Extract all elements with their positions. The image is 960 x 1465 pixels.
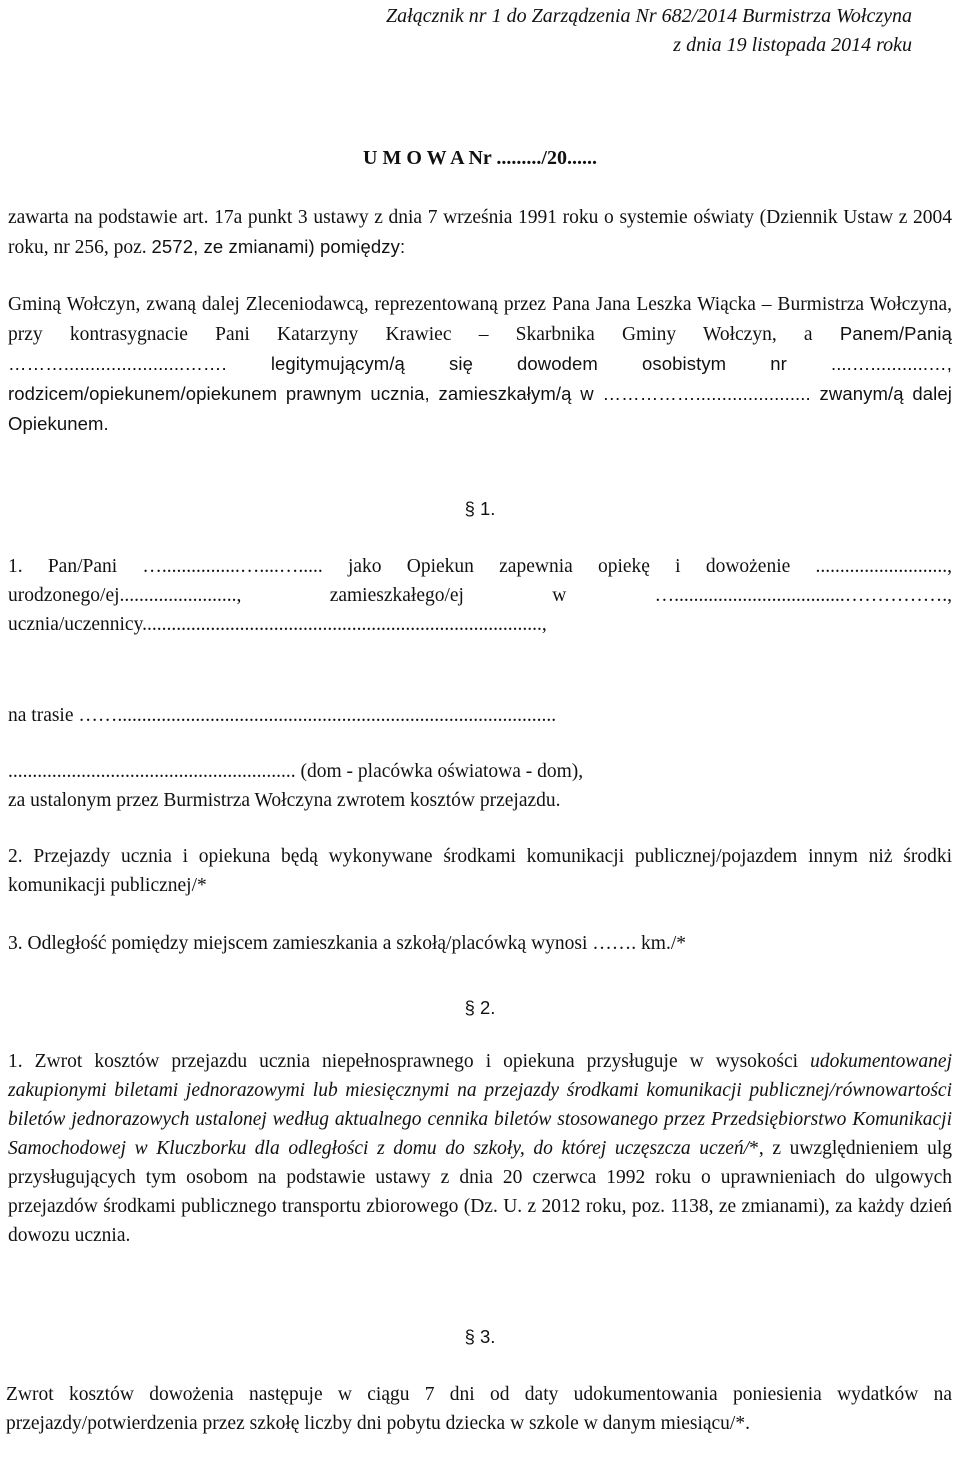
section-3-paragraph: Zwrot kosztów dowożenia następuje w ciągu 7 dni od daty udokumentowania poniesienia wydatków na przejazdy/potwierdzenia przez szkołę liczby dni pobytu dziecka w szkole w danym miesiącu/*. xyxy=(6,1384,952,1434)
section-2-marker: § 2. xyxy=(464,997,496,1018)
section-2-point-1 xyxy=(8,1047,952,1250)
intro-text-serif: zawarta na podstawie art. 17a punkt 3 ustawy z dnia 7 września 1991 roku o systemie oświaty (Dziennik Ustaw z 2004 roku, nr 256, poz. xyxy=(8,207,952,258)
section-2-text-b: *, z uwzględnieniem ulg przysługujących tym osobom na podstawie ustawy z dnia 20 czerwca 1992 roku o uprawnieniach do ulgowych przejazdów środkami publicznego transportu zbiorowego (Dz. U. z 2012 roku, poz. 1138, ze zmianami), za każdy dzień dowozu ucznia. xyxy=(8,1138,952,1246)
section-1-point-3: 3. Odległość pomiędzy miejscem zamieszkania a szkołą/placówką wynosi ……. km./* xyxy=(8,933,686,954)
intro-text-sans: 2572, ze zmianami) pomiędzy: xyxy=(151,236,406,257)
section-1-point-2: 2. Przejazdy ucznia i opiekuna będą wykonywane środkami komunikacji publicznej/pojazdem innym niż środki komunikacji publicznej/* xyxy=(8,846,952,896)
section-1-marker: § 1. xyxy=(464,498,496,519)
contract-title: U M O W A Nr ........./20...... xyxy=(363,147,597,169)
route-line: na trasie …….......................................................................................... xyxy=(8,705,557,726)
section-2-text-a: 1. Zwrot kosztów przejazdu ucznia niepełnosprawnego i opiekuna przysługuje w wysokości xyxy=(8,1051,811,1072)
intro-paragraph xyxy=(8,203,952,262)
header-line-1: Załącznik nr 1 do Zarządzenia Nr 682/2014 Burmistrza Wołczyna xyxy=(386,5,912,27)
route-description xyxy=(8,757,952,815)
section-1-point-1: 1. Pan/Pani …................…....…..... jako Opiekun zapewnia opiekę i dowożenie ..........................., urodzonego/ej........................, zamieszkałego/ej w …...................................……………., ucznia/uczennicy.................................................................................., xyxy=(8,556,952,635)
route-description-line-2: za ustalonym przez Burmistrza Wołczyna zwrotem kosztów przejazdu. xyxy=(8,790,561,811)
section-3-marker: § 3. xyxy=(464,1326,496,1347)
parties-text-serif: Gminą Wołczyn, zwaną dalej Zleceniodawcą, reprezentowaną przez Pana Jana Leszka Wiącka – Burmistrza Wołczyna, przy kontrasygnacie Pani Katarzyny Krawiec – Skarbnika Gminy Wołczyn, a xyxy=(8,294,952,345)
parties-paragraph xyxy=(8,290,952,439)
section-2-text-italic: udokumentowanej zakupionymi biletami jednorazowymi lub miesięcznymi na przejazdy środkami komunikacji publicznej/równowartości biletów jednorazowych ustalonej według aktualnego cennika biletów stosowanego przez Przedsiębiorstwo Komunikacji Samochodowej w Kluczborku dla odległości z domu do szkoły, do której uczęszcza uczeń/ xyxy=(8,1051,952,1159)
route-description-line-1: ........................................................... (dom - placówka oświatowa - dom), xyxy=(8,761,584,782)
attachment-header xyxy=(386,2,912,60)
header-line-2: z dnia 19 listopada 2014 roku xyxy=(673,34,912,56)
parties-text-sans: Panem/Panią ……….......................……. legitymującym/ą się dowodem osobistym nr ....…...........…, rodzicem/opiekunem/opiekunem prawnym ucznia, zamieszkałym/ą w ……………...................... zwanym/ą dalej Opiekunem. xyxy=(8,323,952,434)
